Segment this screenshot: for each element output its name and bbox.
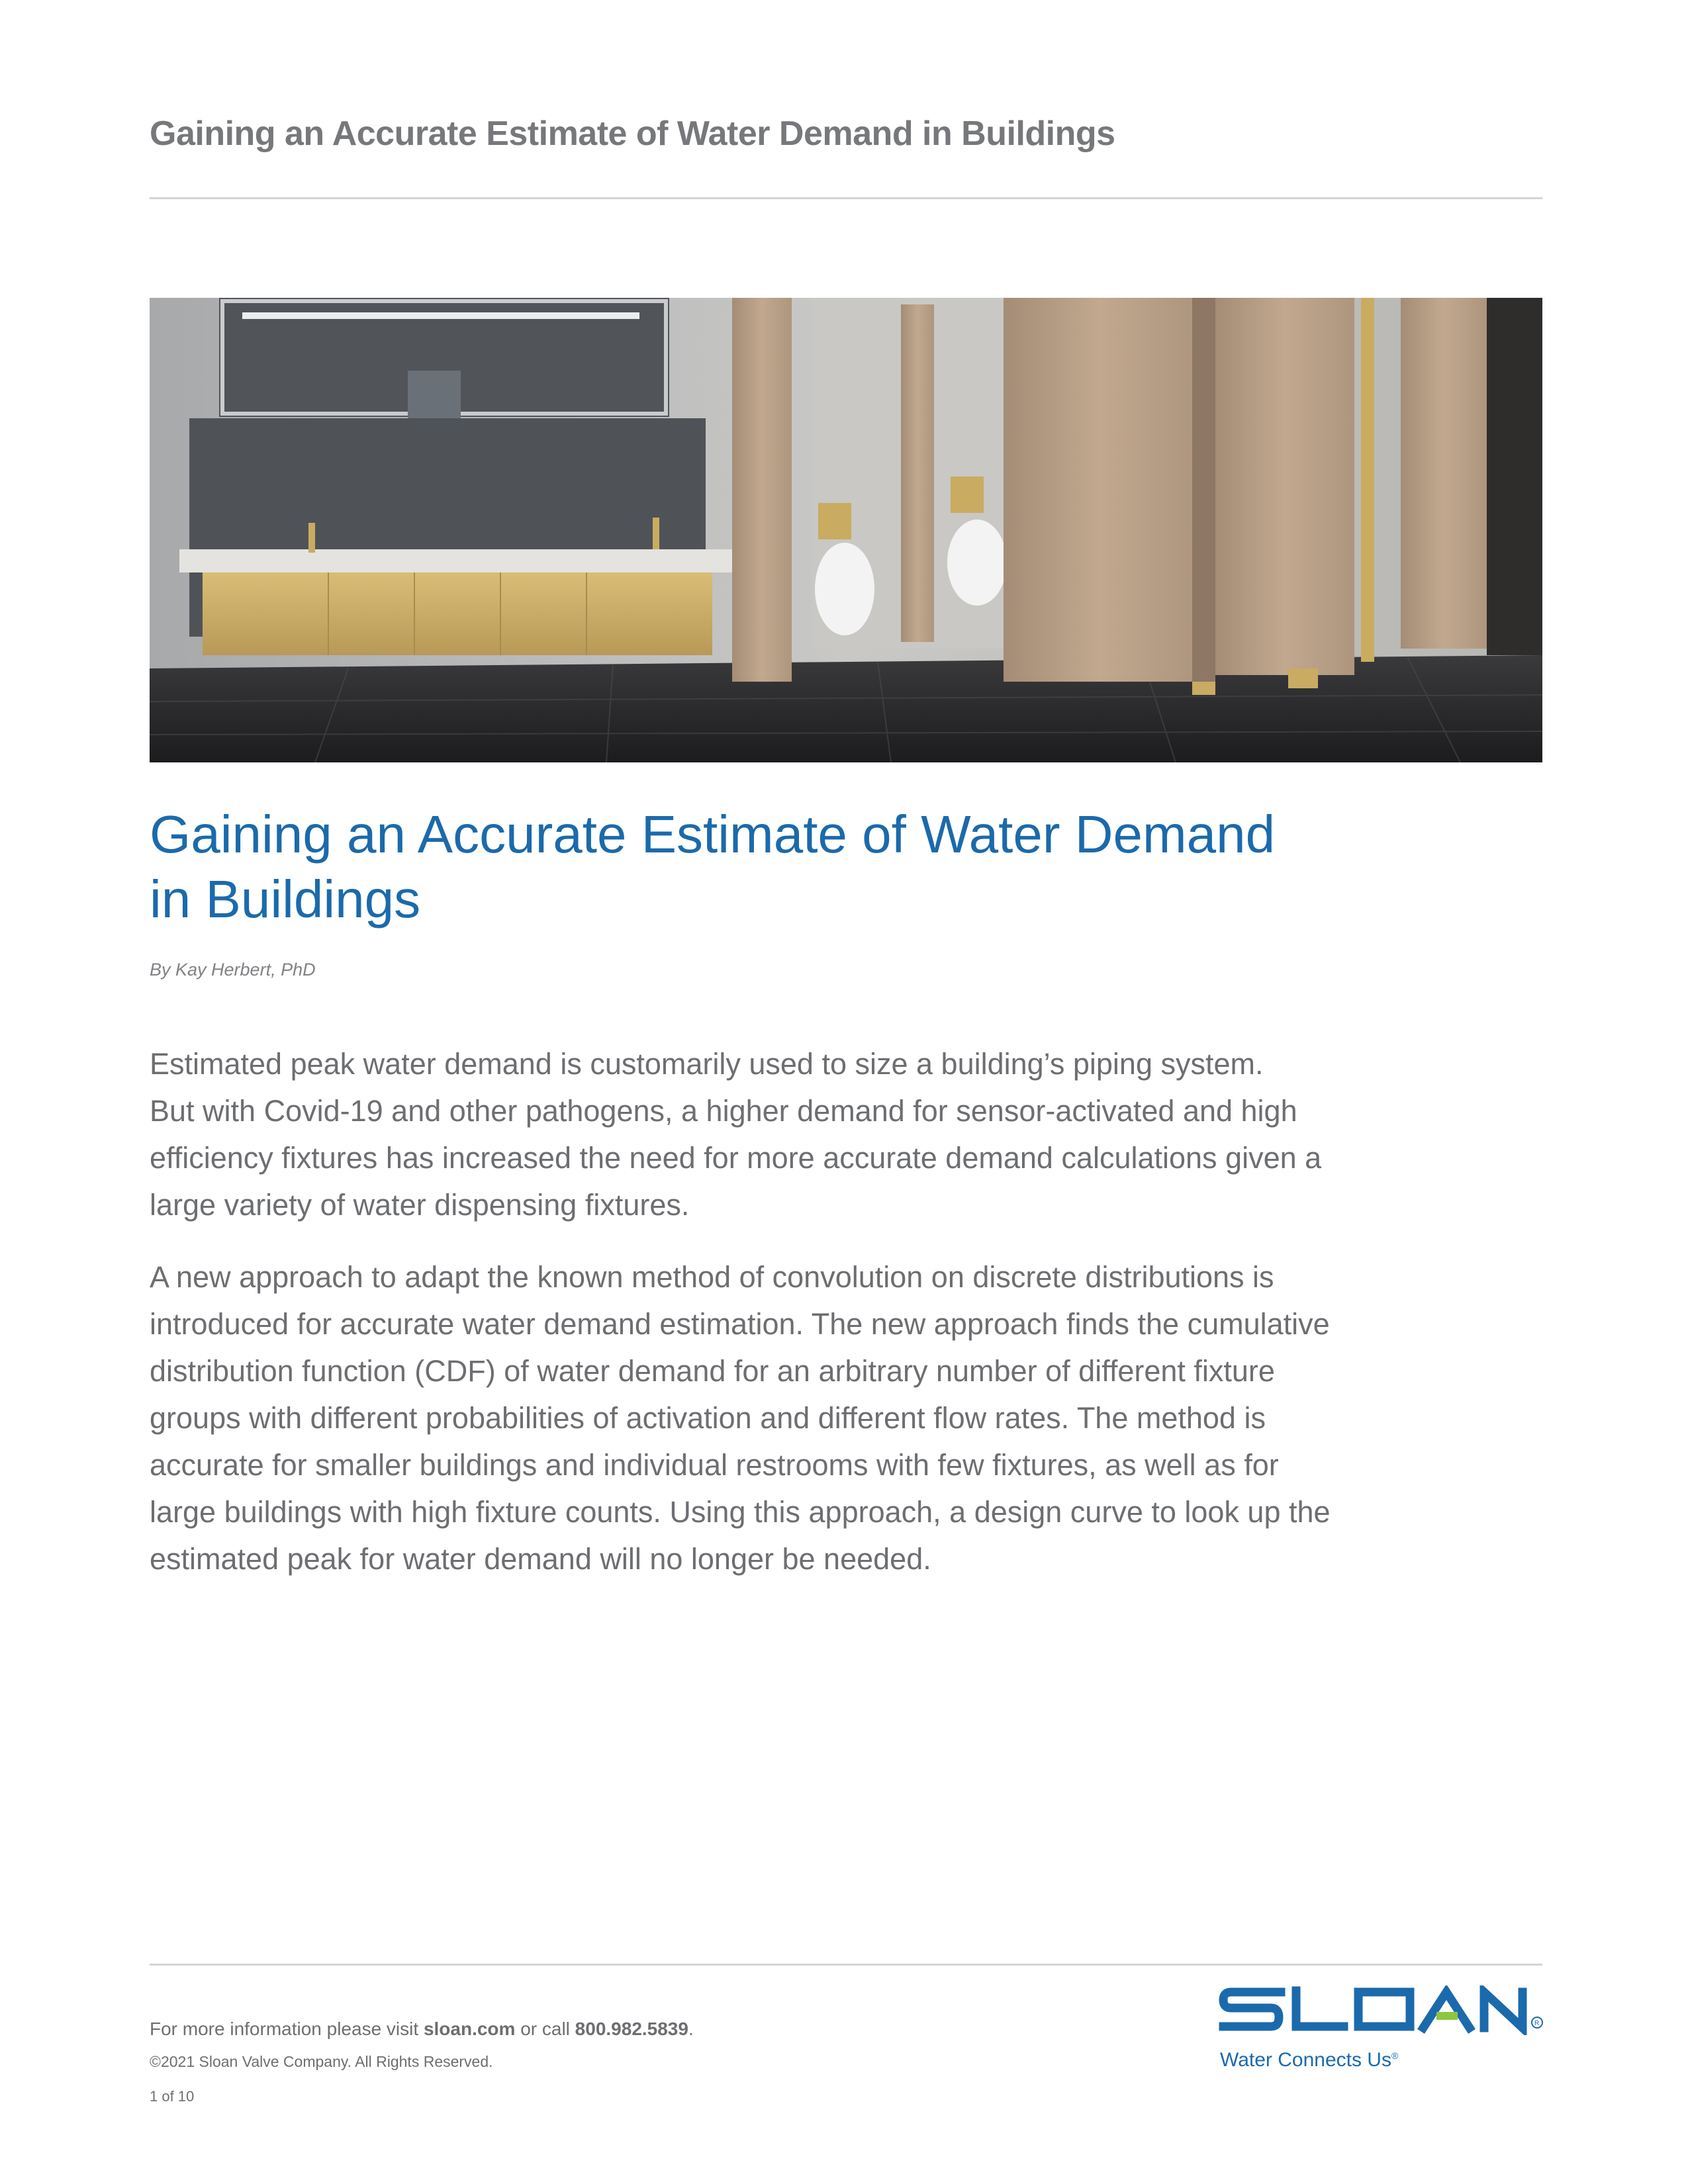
text-line: large buildings with high fixture counts. Using this approach, a design curve to look up the — [150, 1495, 1331, 1529]
header-divider — [150, 197, 1542, 199]
brand-tagline — [1220, 2049, 1398, 2071]
text-line: large variety of water dispensing fixtures. — [150, 1188, 690, 1222]
copyright-notice: ©2021 Sloan Valve Company. All Rights Reserved. — [150, 2053, 493, 2070]
footer-info-suffix: . — [688, 2019, 694, 2039]
article-title-line-1: Gaining an Accurate Estimate of Water Demand — [150, 805, 1276, 864]
footer-info-middle: or call — [515, 2019, 575, 2039]
sloan-logo — [1218, 1985, 1546, 2035]
text-line: distribution function (CDF) of water demand for an arbitrary number of different fixture — [150, 1354, 1275, 1388]
hero-restroom-image — [150, 298, 1542, 762]
approach-paragraph — [150, 1253, 1447, 1582]
registered-mark: ® — [1391, 2050, 1399, 2061]
svg-text:R: R — [1534, 2020, 1540, 2027]
footer-info-prefix: For more information please visit — [150, 2019, 424, 2039]
text-line: estimated peak for water demand will no longer be needed. — [150, 1542, 931, 1576]
text-line: Estimated peak water demand is customarily used to size a building’s piping system. — [150, 1047, 1264, 1081]
intro-paragraph — [150, 1040, 1447, 1228]
footer-divider — [150, 1964, 1542, 1966]
website-link[interactable]: sloan.com — [423, 2019, 516, 2039]
text-line: But with Covid-19 and other pathogens, a higher demand for sensor-activated and high — [150, 1094, 1297, 1128]
phone-number[interactable]: 800.982.5839 — [575, 2019, 688, 2039]
page-number: 1 of 10 — [150, 2088, 195, 2105]
author-byline: By Kay Herbert, PhD — [150, 960, 316, 979]
text-line: accurate for smaller buildings and individual restrooms with few fixtures, as well as for — [150, 1448, 1279, 1482]
article-title — [150, 802, 1407, 932]
running-header-title: Gaining an Accurate Estimate of Water Demand in Buildings — [150, 114, 1115, 153]
text-line: efficiency fixtures has increased the need for more accurate demand calculations given a — [150, 1141, 1322, 1175]
text-line: groups with different probabilities of activation and different flow rates. The method is — [150, 1401, 1266, 1435]
brand-tagline-text: Water Connects Us — [1220, 2049, 1391, 2071]
footer-contact-info — [150, 2019, 694, 2040]
text-line: A new approach to adapt the known method of convolution on discrete distributions is — [150, 1260, 1274, 1294]
article-title-line-2: in Buildings — [150, 870, 421, 929]
text-line: introduced for accurate water demand estimation. The new approach finds the cumulative — [150, 1307, 1330, 1341]
